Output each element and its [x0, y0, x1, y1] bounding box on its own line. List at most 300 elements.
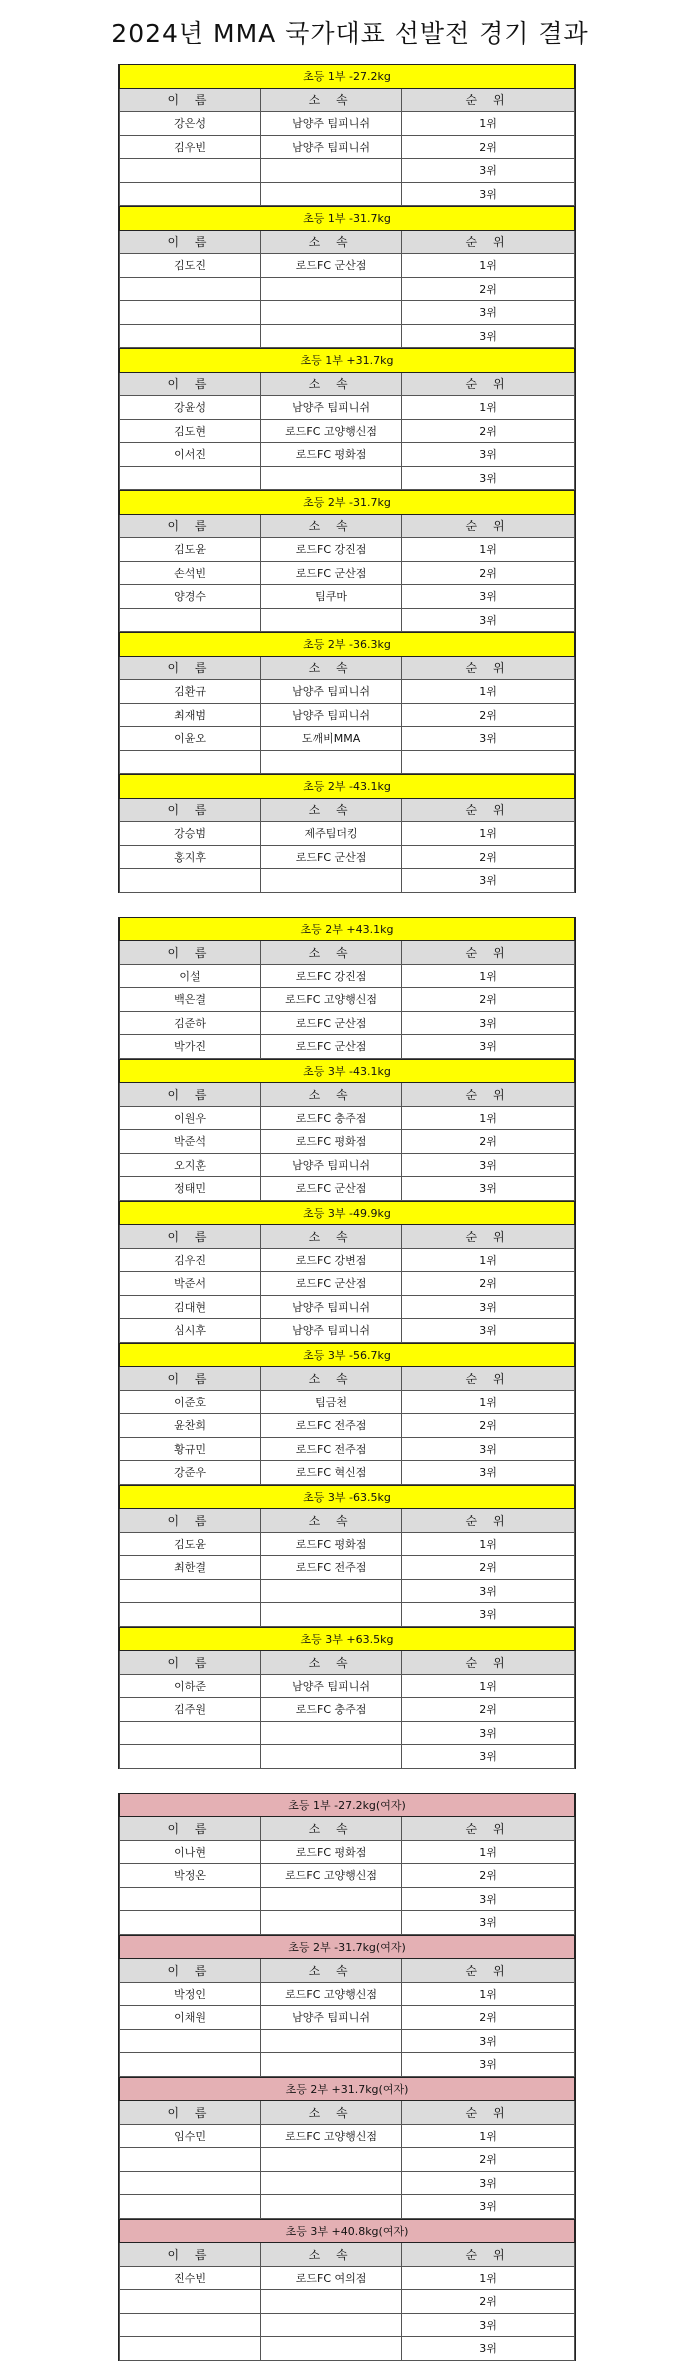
athlete-affiliation: 로드FC 고양행신점	[261, 1864, 402, 1888]
athlete-rank: 3위	[402, 1319, 575, 1343]
athlete-affiliation: 로드FC 군산점	[261, 845, 402, 869]
athlete-name	[120, 1579, 261, 1603]
results-table	[119, 490, 575, 632]
results-table	[119, 64, 575, 206]
results-table	[119, 1343, 575, 1485]
athlete-rank: 1위	[402, 1840, 575, 1864]
athlete-name: 이서진	[120, 443, 261, 467]
weight-class-section	[118, 1627, 576, 1769]
athlete-name	[120, 1887, 261, 1911]
table-row	[120, 727, 575, 751]
weight-class-section	[118, 206, 576, 348]
table-row	[120, 1745, 575, 1769]
table-row	[120, 1011, 575, 1035]
table-row	[120, 1864, 575, 1888]
table-row	[120, 443, 575, 467]
results-table	[119, 774, 575, 893]
group-gap	[118, 893, 576, 917]
athlete-affiliation	[261, 2053, 402, 2077]
table-row	[120, 1461, 575, 1485]
results-table	[119, 1935, 575, 2077]
athlete-affiliation	[261, 2171, 402, 2195]
category-header: 초등 1부 +31.7kg	[120, 349, 575, 373]
athlete-name: 강준우	[120, 1461, 261, 1485]
athlete-affiliation	[261, 1745, 402, 1769]
athlete-name: 김준하	[120, 1011, 261, 1035]
table-row	[120, 1674, 575, 1698]
athlete-name	[120, 182, 261, 206]
athlete-affiliation: 팀금천	[261, 1390, 402, 1414]
athlete-affiliation: 로드FC 고양행신점	[261, 419, 402, 443]
athlete-name: 김도윤	[120, 1532, 261, 1556]
athlete-rank: 1위	[402, 1248, 575, 1272]
athlete-rank: 3위	[402, 2195, 575, 2219]
weight-class-section	[118, 490, 576, 632]
results-table	[119, 1793, 575, 1935]
athlete-rank: 2위	[402, 2290, 575, 2314]
table-row	[120, 964, 575, 988]
athlete-name: 김도현	[120, 419, 261, 443]
column-header-name: 이 름	[120, 230, 261, 254]
table-row	[120, 1414, 575, 1438]
athlete-rank: 2위	[402, 1414, 575, 1438]
column-header-rank: 순 위	[402, 1225, 575, 1249]
column-header-affiliation: 소 속	[261, 1651, 402, 1675]
table-row	[120, 1698, 575, 1722]
table-row	[120, 254, 575, 278]
results-container	[118, 64, 576, 2361]
table-row	[120, 750, 575, 774]
athlete-name: 최재범	[120, 703, 261, 727]
weight-class-section	[118, 774, 576, 893]
athlete-rank: 3위	[402, 1579, 575, 1603]
athlete-name: 박준서	[120, 1272, 261, 1296]
athlete-rank: 3위	[402, 869, 575, 893]
athlete-affiliation: 남양주 팀피니쉬	[261, 1674, 402, 1698]
column-header-rank: 순 위	[402, 2243, 575, 2267]
athlete-affiliation	[261, 869, 402, 893]
athlete-affiliation	[261, 1721, 402, 1745]
column-header-rank: 순 위	[402, 2101, 575, 2125]
results-table	[119, 1627, 575, 1769]
athlete-rank: 2위	[402, 277, 575, 301]
category-header: 초등 2부 -43.1kg	[120, 775, 575, 799]
column-header-rank: 순 위	[402, 656, 575, 680]
column-header-affiliation: 소 속	[261, 230, 402, 254]
athlete-name: 김환규	[120, 680, 261, 704]
athlete-rank: 1위	[402, 254, 575, 278]
athlete-rank: 3위	[402, 1745, 575, 1769]
athlete-rank: 3위	[402, 301, 575, 325]
column-header-name: 이 름	[120, 1509, 261, 1533]
column-header-affiliation: 소 속	[261, 88, 402, 112]
weight-class-section	[118, 348, 576, 490]
athlete-rank: 2위	[402, 561, 575, 585]
results-table	[119, 1059, 575, 1201]
results-table	[119, 1485, 575, 1627]
athlete-name	[120, 301, 261, 325]
athlete-name: 홍지후	[120, 845, 261, 869]
athlete-affiliation	[261, 301, 402, 325]
table-row	[120, 2337, 575, 2361]
weight-class-section	[118, 1935, 576, 2077]
athlete-affiliation: 로드FC 평화점	[261, 1532, 402, 1556]
athlete-affiliation: 로드FC 평화점	[261, 443, 402, 467]
athlete-affiliation: 로드FC 여의점	[261, 2266, 402, 2290]
weight-class-section	[118, 917, 576, 1059]
column-header-name: 이 름	[120, 798, 261, 822]
table-row	[120, 419, 575, 443]
athlete-affiliation	[261, 324, 402, 348]
results-table	[119, 206, 575, 348]
results-table	[119, 1201, 575, 1343]
athlete-rank: 1위	[402, 1390, 575, 1414]
athlete-name: 정태민	[120, 1177, 261, 1201]
column-header-affiliation: 소 속	[261, 372, 402, 396]
athlete-name: 황규민	[120, 1437, 261, 1461]
athlete-rank: 3위	[402, 159, 575, 183]
athlete-name	[120, 324, 261, 348]
group-gap	[118, 1769, 576, 1793]
column-header-rank: 순 위	[402, 798, 575, 822]
table-row	[120, 1532, 575, 1556]
column-header-name: 이 름	[120, 1083, 261, 1107]
athlete-name	[120, 869, 261, 893]
athlete-affiliation: 제주팀더킹	[261, 822, 402, 846]
table-row	[120, 2006, 575, 2030]
column-header-affiliation: 소 속	[261, 1083, 402, 1107]
athlete-rank: 1위	[402, 112, 575, 136]
athlete-affiliation: 로드FC 고양행신점	[261, 2124, 402, 2148]
athlete-affiliation	[261, 750, 402, 774]
column-header-rank: 순 위	[402, 372, 575, 396]
table-row	[120, 135, 575, 159]
athlete-affiliation: 로드FC 군산점	[261, 254, 402, 278]
table-row	[120, 2266, 575, 2290]
athlete-rank: 3위	[402, 1153, 575, 1177]
table-row	[120, 1035, 575, 1059]
results-table	[119, 632, 575, 774]
athlete-rank: 1위	[402, 538, 575, 562]
athlete-name: 진수빈	[120, 2266, 261, 2290]
athlete-rank: 3위	[402, 727, 575, 751]
table-row	[120, 112, 575, 136]
athlete-affiliation: 남양주 팀피니쉬	[261, 396, 402, 420]
athlete-rank: 3위	[402, 1295, 575, 1319]
table-row	[120, 159, 575, 183]
athlete-affiliation	[261, 1887, 402, 1911]
athlete-affiliation: 남양주 팀피니쉬	[261, 2006, 402, 2030]
athlete-name	[120, 2313, 261, 2337]
athlete-rank: 1위	[402, 396, 575, 420]
column-header-name: 이 름	[120, 1367, 261, 1391]
category-header: 초등 1부 -27.2kg(여자)	[120, 1793, 575, 1817]
table-row	[120, 1887, 575, 1911]
athlete-rank: 1위	[402, 1106, 575, 1130]
athlete-name	[120, 2290, 261, 2314]
column-header-name: 이 름	[120, 372, 261, 396]
weight-class-section	[118, 2219, 576, 2361]
athlete-affiliation: 남양주 팀피니쉬	[261, 1295, 402, 1319]
table-row	[120, 396, 575, 420]
athlete-name	[120, 1721, 261, 1745]
athlete-rank: 1위	[402, 822, 575, 846]
weight-class-section	[118, 1059, 576, 1201]
column-header-affiliation: 소 속	[261, 798, 402, 822]
table-row	[120, 301, 575, 325]
athlete-name: 오지훈	[120, 1153, 261, 1177]
athlete-rank: 2위	[402, 845, 575, 869]
athlete-affiliation: 로드FC 평화점	[261, 1840, 402, 1864]
category-header: 초등 3부 -49.9kg	[120, 1201, 575, 1225]
athlete-affiliation: 로드FC 군산점	[261, 1177, 402, 1201]
athlete-name	[120, 2029, 261, 2053]
weight-class-section	[118, 1201, 576, 1343]
athlete-rank: 3위	[402, 1603, 575, 1627]
athlete-affiliation	[261, 2290, 402, 2314]
table-row	[120, 869, 575, 893]
athlete-affiliation	[261, 182, 402, 206]
athlete-rank: 3위	[402, 182, 575, 206]
table-row	[120, 822, 575, 846]
athlete-affiliation	[261, 1911, 402, 1935]
column-header-name: 이 름	[120, 1817, 261, 1841]
athlete-rank: 3위	[402, 443, 575, 467]
athlete-rank: 1위	[402, 2124, 575, 2148]
athlete-name	[120, 1911, 261, 1935]
athlete-name	[120, 466, 261, 490]
athlete-rank: 2위	[402, 2148, 575, 2172]
table-row	[120, 1556, 575, 1580]
athlete-rank: 3위	[402, 585, 575, 609]
category-header: 초등 2부 +43.1kg	[120, 917, 575, 941]
table-row	[120, 2171, 575, 2195]
page-title: 2024년 MMA 국가대표 선발전 경기 결과	[111, 19, 589, 48]
results-table	[119, 2077, 575, 2219]
athlete-affiliation: 로드FC 고양행신점	[261, 988, 402, 1012]
category-header: 초등 3부 +40.8kg(여자)	[120, 2219, 575, 2243]
column-header-affiliation: 소 속	[261, 1817, 402, 1841]
weight-class-section	[118, 1485, 576, 1627]
column-header-rank: 순 위	[402, 88, 575, 112]
athlete-affiliation: 로드FC 충주점	[261, 1106, 402, 1130]
athlete-affiliation: 로드FC 고양행신점	[261, 1982, 402, 2006]
athlete-rank: 1위	[402, 680, 575, 704]
athlete-rank: 3위	[402, 2337, 575, 2361]
athlete-affiliation	[261, 277, 402, 301]
athlete-name: 이윤오	[120, 727, 261, 751]
table-row	[120, 1603, 575, 1627]
athlete-affiliation: 남양주 팀피니쉬	[261, 680, 402, 704]
athlete-rank: 3위	[402, 1437, 575, 1461]
table-row	[120, 2290, 575, 2314]
table-row	[120, 324, 575, 348]
table-row	[120, 2029, 575, 2053]
table-row	[120, 1911, 575, 1935]
athlete-affiliation: 로드FC 군산점	[261, 1011, 402, 1035]
table-row	[120, 2313, 575, 2337]
athlete-rank: 3위	[402, 324, 575, 348]
athlete-rank: 1위	[402, 1674, 575, 1698]
weight-class-section	[118, 1343, 576, 1485]
table-row	[120, 1390, 575, 1414]
column-header-name: 이 름	[120, 88, 261, 112]
column-header-rank: 순 위	[402, 1367, 575, 1391]
athlete-affiliation	[261, 466, 402, 490]
table-row	[120, 466, 575, 490]
athlete-affiliation: 로드FC 군산점	[261, 561, 402, 585]
athlete-rank: 2위	[402, 988, 575, 1012]
athlete-name: 김도진	[120, 254, 261, 278]
column-header-affiliation: 소 속	[261, 2243, 402, 2267]
table-row	[120, 1248, 575, 1272]
category-header: 초등 2부 -31.7kg	[120, 491, 575, 515]
athlete-name	[120, 750, 261, 774]
athlete-rank: 1위	[402, 1532, 575, 1556]
athlete-affiliation: 로드FC 전주점	[261, 1556, 402, 1580]
results-table	[119, 2219, 575, 2361]
athlete-name: 김도윤	[120, 538, 261, 562]
column-header-name: 이 름	[120, 2101, 261, 2125]
category-header: 초등 3부 -56.7kg	[120, 1343, 575, 1367]
athlete-affiliation	[261, 608, 402, 632]
athlete-name: 손석빈	[120, 561, 261, 585]
athlete-name	[120, 2171, 261, 2195]
weight-class-section	[118, 632, 576, 774]
athlete-affiliation: 로드FC 전주점	[261, 1437, 402, 1461]
table-row	[120, 277, 575, 301]
athlete-rank: 2위	[402, 2006, 575, 2030]
athlete-affiliation	[261, 2195, 402, 2219]
athlete-affiliation: 로드FC 군산점	[261, 1035, 402, 1059]
athlete-rank: 1위	[402, 2266, 575, 2290]
athlete-rank: 3위	[402, 1011, 575, 1035]
athlete-rank: 3위	[402, 2313, 575, 2337]
table-row	[120, 2053, 575, 2077]
athlete-name: 박준석	[120, 1130, 261, 1154]
athlete-name: 양경수	[120, 585, 261, 609]
category-header: 초등 2부 -31.7kg(여자)	[120, 1935, 575, 1959]
athlete-name: 이채원	[120, 2006, 261, 2030]
table-row	[120, 1840, 575, 1864]
table-row	[120, 182, 575, 206]
athlete-name	[120, 2148, 261, 2172]
athlete-name: 이나현	[120, 1840, 261, 1864]
athlete-affiliation: 로드FC 전주점	[261, 1414, 402, 1438]
athlete-affiliation: 로드FC 혁신점	[261, 1461, 402, 1485]
athlete-rank	[402, 750, 575, 774]
results-table	[119, 348, 575, 490]
table-row	[120, 845, 575, 869]
athlete-name: 이원우	[120, 1106, 261, 1130]
table-row	[120, 1721, 575, 1745]
athlete-affiliation: 남양주 팀피니쉬	[261, 112, 402, 136]
athlete-rank: 3위	[402, 2053, 575, 2077]
athlete-rank: 2위	[402, 703, 575, 727]
weight-class-section	[118, 1793, 576, 1935]
athlete-affiliation: 로드FC 충주점	[261, 1698, 402, 1722]
athlete-name	[120, 608, 261, 632]
table-row	[120, 2195, 575, 2219]
table-row	[120, 2124, 575, 2148]
athlete-rank: 2위	[402, 419, 575, 443]
athlete-rank: 2위	[402, 1864, 575, 1888]
athlete-name: 이하준	[120, 1674, 261, 1698]
athlete-name: 김주원	[120, 1698, 261, 1722]
athlete-affiliation	[261, 2148, 402, 2172]
table-row	[120, 703, 575, 727]
category-header: 초등 2부 -36.3kg	[120, 633, 575, 657]
column-header-rank: 순 위	[402, 1083, 575, 1107]
category-header: 초등 3부 +63.5kg	[120, 1627, 575, 1651]
column-header-name: 이 름	[120, 1651, 261, 1675]
column-header-affiliation: 소 속	[261, 941, 402, 965]
column-header-name: 이 름	[120, 656, 261, 680]
athlete-rank: 3위	[402, 1461, 575, 1485]
table-row	[120, 608, 575, 632]
table-row	[120, 1153, 575, 1177]
table-row	[120, 561, 575, 585]
athlete-rank: 3위	[402, 2171, 575, 2195]
athlete-affiliation	[261, 2029, 402, 2053]
athlete-affiliation: 팀쿠마	[261, 585, 402, 609]
table-row	[120, 1295, 575, 1319]
athlete-name: 박정인	[120, 1982, 261, 2006]
athlete-rank: 3위	[402, 466, 575, 490]
athlete-affiliation: 도깨비MMA	[261, 727, 402, 751]
athlete-name: 박정온	[120, 1864, 261, 1888]
athlete-name	[120, 2053, 261, 2077]
column-header-rank: 순 위	[402, 941, 575, 965]
table-row	[120, 1579, 575, 1603]
column-header-affiliation: 소 속	[261, 514, 402, 538]
table-row	[120, 1319, 575, 1343]
column-header-name: 이 름	[120, 2243, 261, 2267]
column-header-affiliation: 소 속	[261, 1959, 402, 1983]
athlete-name	[120, 2337, 261, 2361]
category-header: 초등 1부 -27.2kg	[120, 65, 575, 89]
column-header-rank: 순 위	[402, 1651, 575, 1675]
athlete-affiliation	[261, 2313, 402, 2337]
athlete-affiliation: 남양주 팀피니쉬	[261, 1153, 402, 1177]
category-header: 초등 3부 -43.1kg	[120, 1059, 575, 1083]
category-header: 초등 2부 +31.7kg(여자)	[120, 2077, 575, 2101]
column-header-name: 이 름	[120, 1959, 261, 1983]
athlete-name: 최한결	[120, 1556, 261, 1580]
column-header-rank: 순 위	[402, 1959, 575, 1983]
athlete-name: 이준호	[120, 1390, 261, 1414]
column-header-rank: 순 위	[402, 514, 575, 538]
athlete-rank: 2위	[402, 1556, 575, 1580]
athlete-name: 윤찬희	[120, 1414, 261, 1438]
column-header-name: 이 름	[120, 941, 261, 965]
athlete-rank: 3위	[402, 608, 575, 632]
athlete-rank: 1위	[402, 1982, 575, 2006]
column-header-affiliation: 소 속	[261, 1367, 402, 1391]
athlete-name	[120, 2195, 261, 2219]
table-row	[120, 1982, 575, 2006]
athlete-name	[120, 1745, 261, 1769]
column-header-name: 이 름	[120, 1225, 261, 1249]
athlete-affiliation: 로드FC 평화점	[261, 1130, 402, 1154]
column-header-name: 이 름	[120, 514, 261, 538]
athlete-affiliation	[261, 2337, 402, 2361]
athlete-name: 김우빈	[120, 135, 261, 159]
athlete-affiliation	[261, 159, 402, 183]
athlete-name	[120, 1603, 261, 1627]
athlete-name	[120, 159, 261, 183]
athlete-name: 심시후	[120, 1319, 261, 1343]
